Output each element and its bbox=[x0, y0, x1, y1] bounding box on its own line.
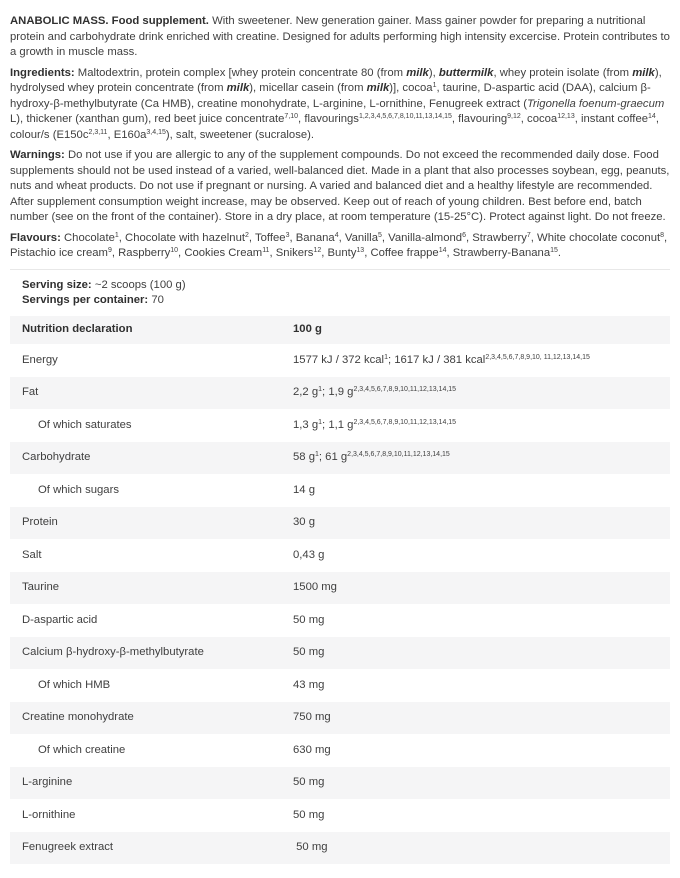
nutrient-value: 0,43 g bbox=[293, 548, 325, 561]
nutrient-label: Fat bbox=[22, 386, 39, 399]
nutrition-table-row bbox=[10, 702, 670, 735]
nutrient-value: 50 mg bbox=[293, 776, 325, 789]
nutrition-table-row bbox=[10, 832, 670, 865]
nutrient-label: L-ornithine bbox=[22, 808, 76, 821]
nutrition-table-header-label: Nutrition declaration bbox=[22, 323, 133, 336]
nutrition-table-header-row bbox=[10, 316, 670, 344]
nutrient-label: Of which saturates bbox=[38, 418, 132, 431]
nutrient-label: Energy bbox=[22, 353, 58, 366]
nutrient-label: Salt bbox=[22, 548, 42, 561]
flavours-paragraph: Flavours: Chocolate$^1$, Chocolate with hazelnut$^2$, Toffee$^3$, Banana$^4$, Vanilla$^5$, Vanilla-almond$^6$, Strawberry$^7$, White chocolate coconut$^8$, Pistachio ice cream$^9$, Raspberry$^{10}$, Cookies Cream$^{11}$, Snikers$^{12}$, Bunty$^{13}$, Coffee frappe$^{14}$, Strawberry-Banana$^{15}$. bbox=[10, 231, 668, 259]
nutrient-label: L-arginine bbox=[22, 776, 73, 789]
nutrition-table-row bbox=[10, 572, 670, 605]
nutrient-value: 50 mg bbox=[293, 808, 325, 821]
nutrient-label: Of which sugars bbox=[38, 483, 119, 496]
nutrient-label: Carbohydrate bbox=[22, 451, 91, 464]
nutrition-table-row bbox=[10, 799, 670, 832]
nutrition-table-row bbox=[10, 669, 670, 702]
nutrient-value: 2,2 $g^1$; 1,9 $g^{2,3,4,5,6,7,8,9,10,11,12,13,14,15}$ bbox=[293, 386, 457, 399]
servings-per-container-line: Servings per container: 70 bbox=[22, 294, 164, 307]
nutrient-label: Taurine bbox=[22, 581, 60, 594]
section-divider bbox=[10, 269, 670, 270]
nutrient-label: Of which HMB bbox=[38, 678, 111, 691]
description-paragraph: ANABOLIC MASS. Food supplement. With sweetener. New generation gainer. Mass gainer powder for preparing a nutritional protein and carbohydrate drink enriched with creatine. Designed for adults performing high intensity excercise. Protein contributes to a growth in muscle mass. bbox=[10, 15, 670, 58]
nutrient-label: Fenugreek extract bbox=[22, 841, 114, 854]
nutrient-label: Calcium β-hydroxy-β-methylbutyrate bbox=[22, 646, 204, 659]
nutrition-table-row bbox=[10, 409, 670, 442]
nutrition-table-row bbox=[10, 442, 670, 475]
nutrition-table-row bbox=[10, 604, 670, 637]
nutrient-value: 14 g bbox=[293, 483, 315, 496]
nutrition-table-row bbox=[10, 767, 670, 800]
serving-size-line: Serving size: ~2 scoops (100 g) bbox=[22, 278, 186, 291]
nutrient-value: 630 mg bbox=[293, 743, 331, 756]
ingredients-paragraph: Ingredients: Maltodextrin, protein complex [whey protein concentrate 80 (from milk), buttermilk, whey protein isolate (from milk), hydrolysed whey protein concentrate (from milk), micellar casein (from milk)], cocoa$^1$, taurine, D-aspartic acid (DAA), calcium β-hydroxy-β-methylbutyrate (Ca HMB), creatine monohydrate, L-arginine, L-ornithine, Fenugreek extract (Trigonella foenum-graecum L), thickener (xanthan gum), red beet juice concentrate$^{7,10}$, flavourings$^{1,2,3,4,5,6,7,8,10,11,13,14,15}$, flavouring$^{9,12}$, cocoa$^{12,13}$, instant coffee$^{14}$, colour/s ($E150c^{2,3,11}$, $E160a^{3,4,15}$), salt, sweetener (sucralose). bbox=[10, 66, 665, 141]
nutrient-label: Of which creatine bbox=[38, 743, 126, 756]
nutrition-table-row bbox=[10, 474, 670, 507]
nutrition-table-row bbox=[10, 377, 670, 410]
nutrient-value: 1,3 $g^1$; 1,1 $g^{2,3,4,5,6,7,8,9,10,11,12,13,14,15}$ bbox=[293, 418, 457, 431]
nutrient-value: 30 g bbox=[293, 516, 315, 529]
nutrient-value: 1577 kJ / 372 kcal$^1$; 1617 kJ / 381 kcal$^{2,3,4,5,6,7,8,9,10, 11,12,13,14,15}$ bbox=[293, 353, 590, 366]
nutrient-value: 750 mg bbox=[293, 711, 331, 724]
nutrition-table-row bbox=[10, 507, 670, 540]
warnings-paragraph: Warnings: Do not use if you are allergic to any of the supplement compounds. Do not exceed the recommended daily dose. Food supplements should not be used instead of a varied, well-balanced diet. Made in a plant that also processes soybean, egg, peanuts, nuts and wheat products. Do not use if pregnant or nursing. A varied and balanced diet and a healthy lifestyle are recommended. After supplement consumption weight increase, may be observed. Keep out of reach of young children. Best before end, batch number (see on the front of the container). Store in a dry place, at room temperature (15-25°C). Protect against light. Do not freeze. bbox=[10, 149, 670, 223]
nutrient-value: 43 mg bbox=[293, 678, 325, 691]
nutrition-table-row bbox=[10, 637, 670, 670]
nutrition-table-header-amount: 100 g bbox=[293, 323, 322, 336]
nutrient-label: D-aspartic acid bbox=[22, 613, 98, 626]
nutrient-value: 50 mg bbox=[293, 613, 325, 626]
nutrition-table-row bbox=[10, 344, 670, 377]
nutrient-label: Creatine monohydrate bbox=[22, 711, 134, 724]
nutrition-table bbox=[10, 316, 670, 864]
nutrition-table-row bbox=[10, 539, 670, 572]
nutrient-value: 1500 mg bbox=[293, 581, 337, 594]
nutrient-label: Protein bbox=[22, 516, 58, 529]
nutrient-value: 58 $g^1$; 61 $g^{2,3,4,5,6,7,8,9,10,11,12,13,14,15}$ bbox=[293, 451, 450, 464]
nutrition-table-row bbox=[10, 734, 670, 767]
nutrient-value: 50 mg bbox=[293, 841, 328, 854]
nutrition-table-body bbox=[10, 344, 670, 864]
serving-info bbox=[10, 278, 670, 310]
nutrient-value: 50 mg bbox=[293, 646, 325, 659]
